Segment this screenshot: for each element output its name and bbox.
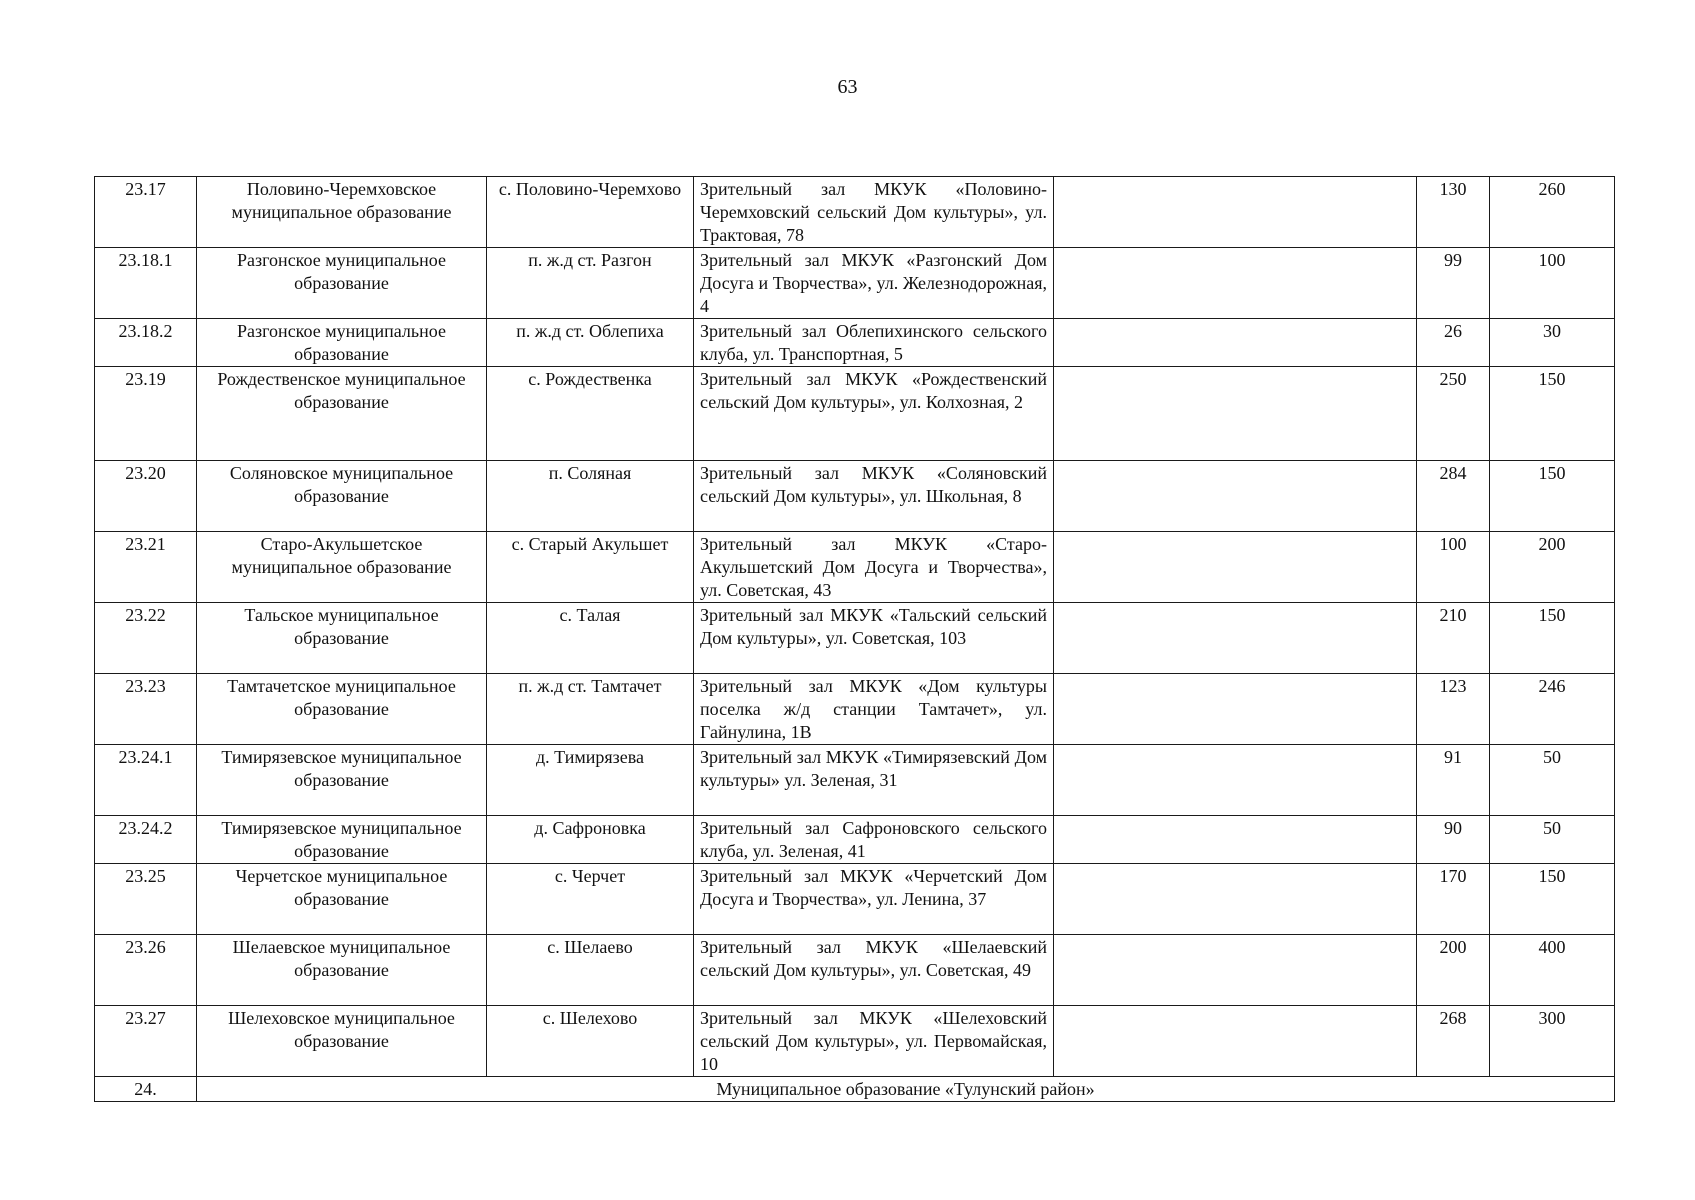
empty-cell — [1054, 1006, 1417, 1077]
empty-cell — [1054, 864, 1417, 935]
locality-name: с. Талая — [487, 603, 694, 674]
table-row — [95, 674, 1615, 745]
locality-name: с. Рождественка — [487, 367, 694, 461]
venue-description: Зрительный зал МКУК «Тальский сельский Дом культуры», ул. Советская, 103 — [694, 603, 1054, 674]
value-seats: 284 — [1417, 461, 1490, 532]
locality-name: п. Соляная — [487, 461, 694, 532]
table-row — [95, 177, 1615, 248]
empty-cell — [1054, 603, 1417, 674]
value-seats: 130 — [1417, 177, 1490, 248]
value-capacity: 150 — [1490, 367, 1615, 461]
municipality-name: Разгонское муниципальное образование — [197, 319, 487, 367]
row-number: 23.24.1 — [95, 745, 197, 816]
table-row — [95, 745, 1615, 816]
section-title: Муниципальное образование «Тулунский район» — [197, 1077, 1615, 1102]
venue-description: Зрительный зал МКУК «Черчетский Дом Досуга и Творчества», ул. Ленина, 37 — [694, 864, 1054, 935]
row-number: 23.19 — [95, 367, 197, 461]
venues-table — [94, 176, 1615, 1102]
table-row — [95, 603, 1615, 674]
table-row — [95, 1006, 1615, 1077]
empty-cell — [1054, 935, 1417, 1006]
empty-cell — [1054, 674, 1417, 745]
venue-description: Зрительный зал МКУК «Шелеховский сельский Дом культуры», ул. Первомайская, 10 — [694, 1006, 1054, 1077]
locality-name: с. Старый Акульшет — [487, 532, 694, 603]
locality-name: п. ж.д ст. Тамтачет — [487, 674, 694, 745]
table-row — [95, 319, 1615, 367]
locality-name: с. Половино-Черемхово — [487, 177, 694, 248]
value-capacity: 260 — [1490, 177, 1615, 248]
municipality-name: Разгонское муниципальное образование — [197, 248, 487, 319]
value-seats: 268 — [1417, 1006, 1490, 1077]
venue-description: Зрительный зал МКУК «Разгонский Дом Досуга и Творчества», ул. Железнодорожная, 4 — [694, 248, 1054, 319]
municipality-name: Старо-Акульшетское муниципальное образование — [197, 532, 487, 603]
venue-description: Зрительный зал Сафроновского сельского клуба, ул. Зеленая, 41 — [694, 816, 1054, 864]
venue-description: Зрительный зал МКУК «Соляновский сельский Дом культуры», ул. Школьная, 8 — [694, 461, 1054, 532]
municipality-name: Шелеховское муниципальное образование — [197, 1006, 487, 1077]
value-seats: 26 — [1417, 319, 1490, 367]
table-row — [95, 367, 1615, 461]
value-capacity: 400 — [1490, 935, 1615, 1006]
row-number: 23.23 — [95, 674, 197, 745]
row-number: 23.27 — [95, 1006, 197, 1077]
table-row — [95, 461, 1615, 532]
locality-name: д. Тимирязева — [487, 745, 694, 816]
municipality-name: Шелаевское муниципальное образование — [197, 935, 487, 1006]
table-row — [95, 864, 1615, 935]
locality-name: с. Шелехово — [487, 1006, 694, 1077]
value-capacity: 100 — [1490, 248, 1615, 319]
value-seats: 200 — [1417, 935, 1490, 1006]
value-capacity: 246 — [1490, 674, 1615, 745]
table-row — [95, 816, 1615, 864]
value-seats: 100 — [1417, 532, 1490, 603]
table-row — [95, 248, 1615, 319]
locality-name: п. ж.д ст. Облепиха — [487, 319, 694, 367]
empty-cell — [1054, 745, 1417, 816]
value-capacity: 150 — [1490, 461, 1615, 532]
value-capacity: 200 — [1490, 532, 1615, 603]
venue-description: Зрительный зал МКУК «Рождественский сельский Дом культуры», ул. Колхозная, 2 — [694, 367, 1054, 461]
locality-name: с. Шелаево — [487, 935, 694, 1006]
value-seats: 91 — [1417, 745, 1490, 816]
value-capacity: 50 — [1490, 816, 1615, 864]
value-capacity: 300 — [1490, 1006, 1615, 1077]
municipality-name: Тальское муниципальное образование — [197, 603, 487, 674]
value-seats: 99 — [1417, 248, 1490, 319]
municipality-name: Соляновское муниципальное образование — [197, 461, 487, 532]
row-number: 23.18.1 — [95, 248, 197, 319]
venue-description: Зрительный зал МКУК «Дом культуры поселка ж/д станции Тамтачет», ул. Гайнулина, 1В — [694, 674, 1054, 745]
municipality-name: Черчетское муниципальное образование — [197, 864, 487, 935]
row-number: 23.24.2 — [95, 816, 197, 864]
empty-cell — [1054, 532, 1417, 603]
row-number: 23.25 — [95, 864, 197, 935]
municipality-name: Тимирязевское муниципальное образование — [197, 816, 487, 864]
municipality-name: Половино-Черемховское муниципальное образование — [197, 177, 487, 248]
page-number: 63 — [837, 76, 858, 98]
row-number: 23.20 — [95, 461, 197, 532]
row-number: 23.17 — [95, 177, 197, 248]
row-number: 23.18.2 — [95, 319, 197, 367]
venue-description: Зрительный зал МКУК «Шелаевский сельский Дом культуры», ул. Советская, 49 — [694, 935, 1054, 1006]
municipality-name: Рождественское муниципальное образование — [197, 367, 487, 461]
venue-description: Зрительный зал МКУК «Тимирязевский Дом культуры» ул. Зеленая, 31 — [694, 745, 1054, 816]
value-seats: 210 — [1417, 603, 1490, 674]
empty-cell — [1054, 367, 1417, 461]
venue-description: Зрительный зал МКУК «Старо-Акульшетский Дом Досуга и Творчества», ул. Советская, 43 — [694, 532, 1054, 603]
table-row — [95, 935, 1615, 1006]
row-number: 23.21 — [95, 532, 197, 603]
value-capacity: 50 — [1490, 745, 1615, 816]
venue-description: Зрительный зал МКУК «Половино-Черемховский сельский Дом культуры», ул. Трактовая, 78 — [694, 177, 1054, 248]
value-capacity: 150 — [1490, 864, 1615, 935]
section-number: 24. — [95, 1077, 197, 1102]
value-seats: 90 — [1417, 816, 1490, 864]
value-capacity: 30 — [1490, 319, 1615, 367]
empty-cell — [1054, 248, 1417, 319]
value-seats: 123 — [1417, 674, 1490, 745]
venue-description: Зрительный зал Облепихинского сельского клуба, ул. Транспортная, 5 — [694, 319, 1054, 367]
empty-cell — [1054, 177, 1417, 248]
municipality-name: Тамтачетское муниципальное образование — [197, 674, 487, 745]
locality-name: с. Черчет — [487, 864, 694, 935]
row-number: 23.26 — [95, 935, 197, 1006]
locality-name: п. ж.д ст. Разгон — [487, 248, 694, 319]
empty-cell — [1054, 319, 1417, 367]
empty-cell — [1054, 461, 1417, 532]
value-seats: 170 — [1417, 864, 1490, 935]
table-row — [95, 532, 1615, 603]
locality-name: д. Сафроновка — [487, 816, 694, 864]
empty-cell — [1054, 816, 1417, 864]
section-header-row — [95, 1077, 1615, 1102]
row-number: 23.22 — [95, 603, 197, 674]
value-seats: 250 — [1417, 367, 1490, 461]
value-capacity: 150 — [1490, 603, 1615, 674]
municipality-name: Тимирязевское муниципальное образование — [197, 745, 487, 816]
